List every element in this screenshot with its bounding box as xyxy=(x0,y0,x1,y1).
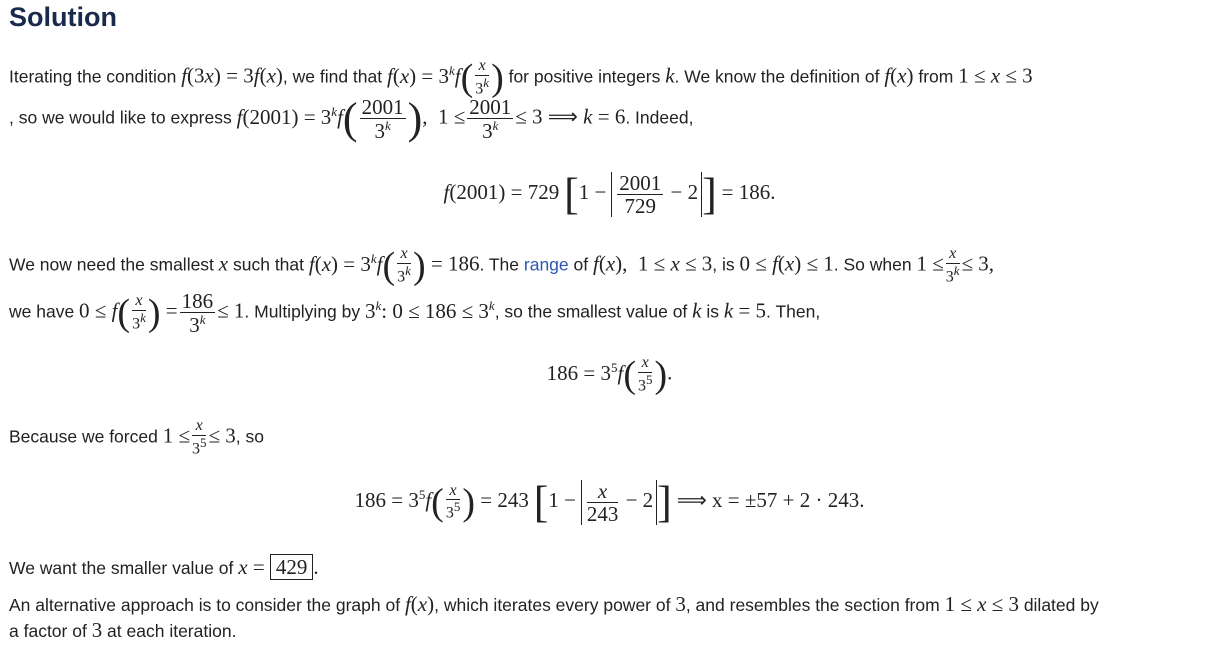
paragraph-answer: We want the smaller value of x = 429 . xyxy=(9,555,319,579)
equation-186: $186 = 3^5f$( $\frac{x}{3^5}$ ). xyxy=(546,353,673,396)
equation-solve: $186 = 3^5f$( $\frac{x}{3^5}$ ) = 243 [1 − $\frac{x}{243}$ − 2] ⟹ x = ±57 + 2 · 243. xyxy=(354,477,865,527)
paragraph-forced: Because we forced 1 ≤ $\frac{x}{3^5}$ ≤ 3, so xyxy=(9,417,264,458)
range-link[interactable]: range xyxy=(523,254,569,275)
paragraph-range: We now need the smallest x such that $f(x) = 3^kf$( $\frac{x}{3^k}$ ) = 186. The range of f(x), 1 ≤ x ≤ 3, is 0 ≤ f(x) ≤ 1. So when 1 ≤ $\frac{x}{3^k}$ ≤ 3, xyxy=(9,244,995,287)
solution-heading: Solution xyxy=(9,2,117,32)
answer-box: 429 xyxy=(270,554,314,580)
paragraph-iteration: Iterating the condition f(3x) = 3f(x), we find that $f(x) = 3^kf$( $\frac{x}{3^k}$ ) for positive integers k. We know the definition of f(x) from 1 ≤ x ≤ 3 xyxy=(9,56,1033,99)
paragraph-alternative-cont: a factor of 3 at each iteration. xyxy=(9,618,237,642)
paragraph-alternative: An alternative approach is to consider the graph of f(x), which iterates every power of 3, and resembles the section from 1 ≤ x ≤ 3 dilated by xyxy=(9,592,1099,616)
paragraph-multiply: we have 0 ≤ f( $\frac{x}{3^k}$ ) = $\frac{186}{3^k}$ ≤ 1. Multiplying by 3$^k$: $0 \le 186 \le 3^k$, so the smallest value of k is k = 5. Then, xyxy=(9,289,821,338)
paragraph-express: , so we would like to express $f(2001) = 3^kf$( $\frac{2001}{3^k}$ ), 1 ≤ $\frac{2001}{3^k}$ ≤ 3 ⟹ k = 6. Indeed, xyxy=(9,94,694,144)
equation-f2001: f(2001) = 729 [1 − $\frac{2001}{729}$ − 2] = 186. xyxy=(443,169,776,219)
